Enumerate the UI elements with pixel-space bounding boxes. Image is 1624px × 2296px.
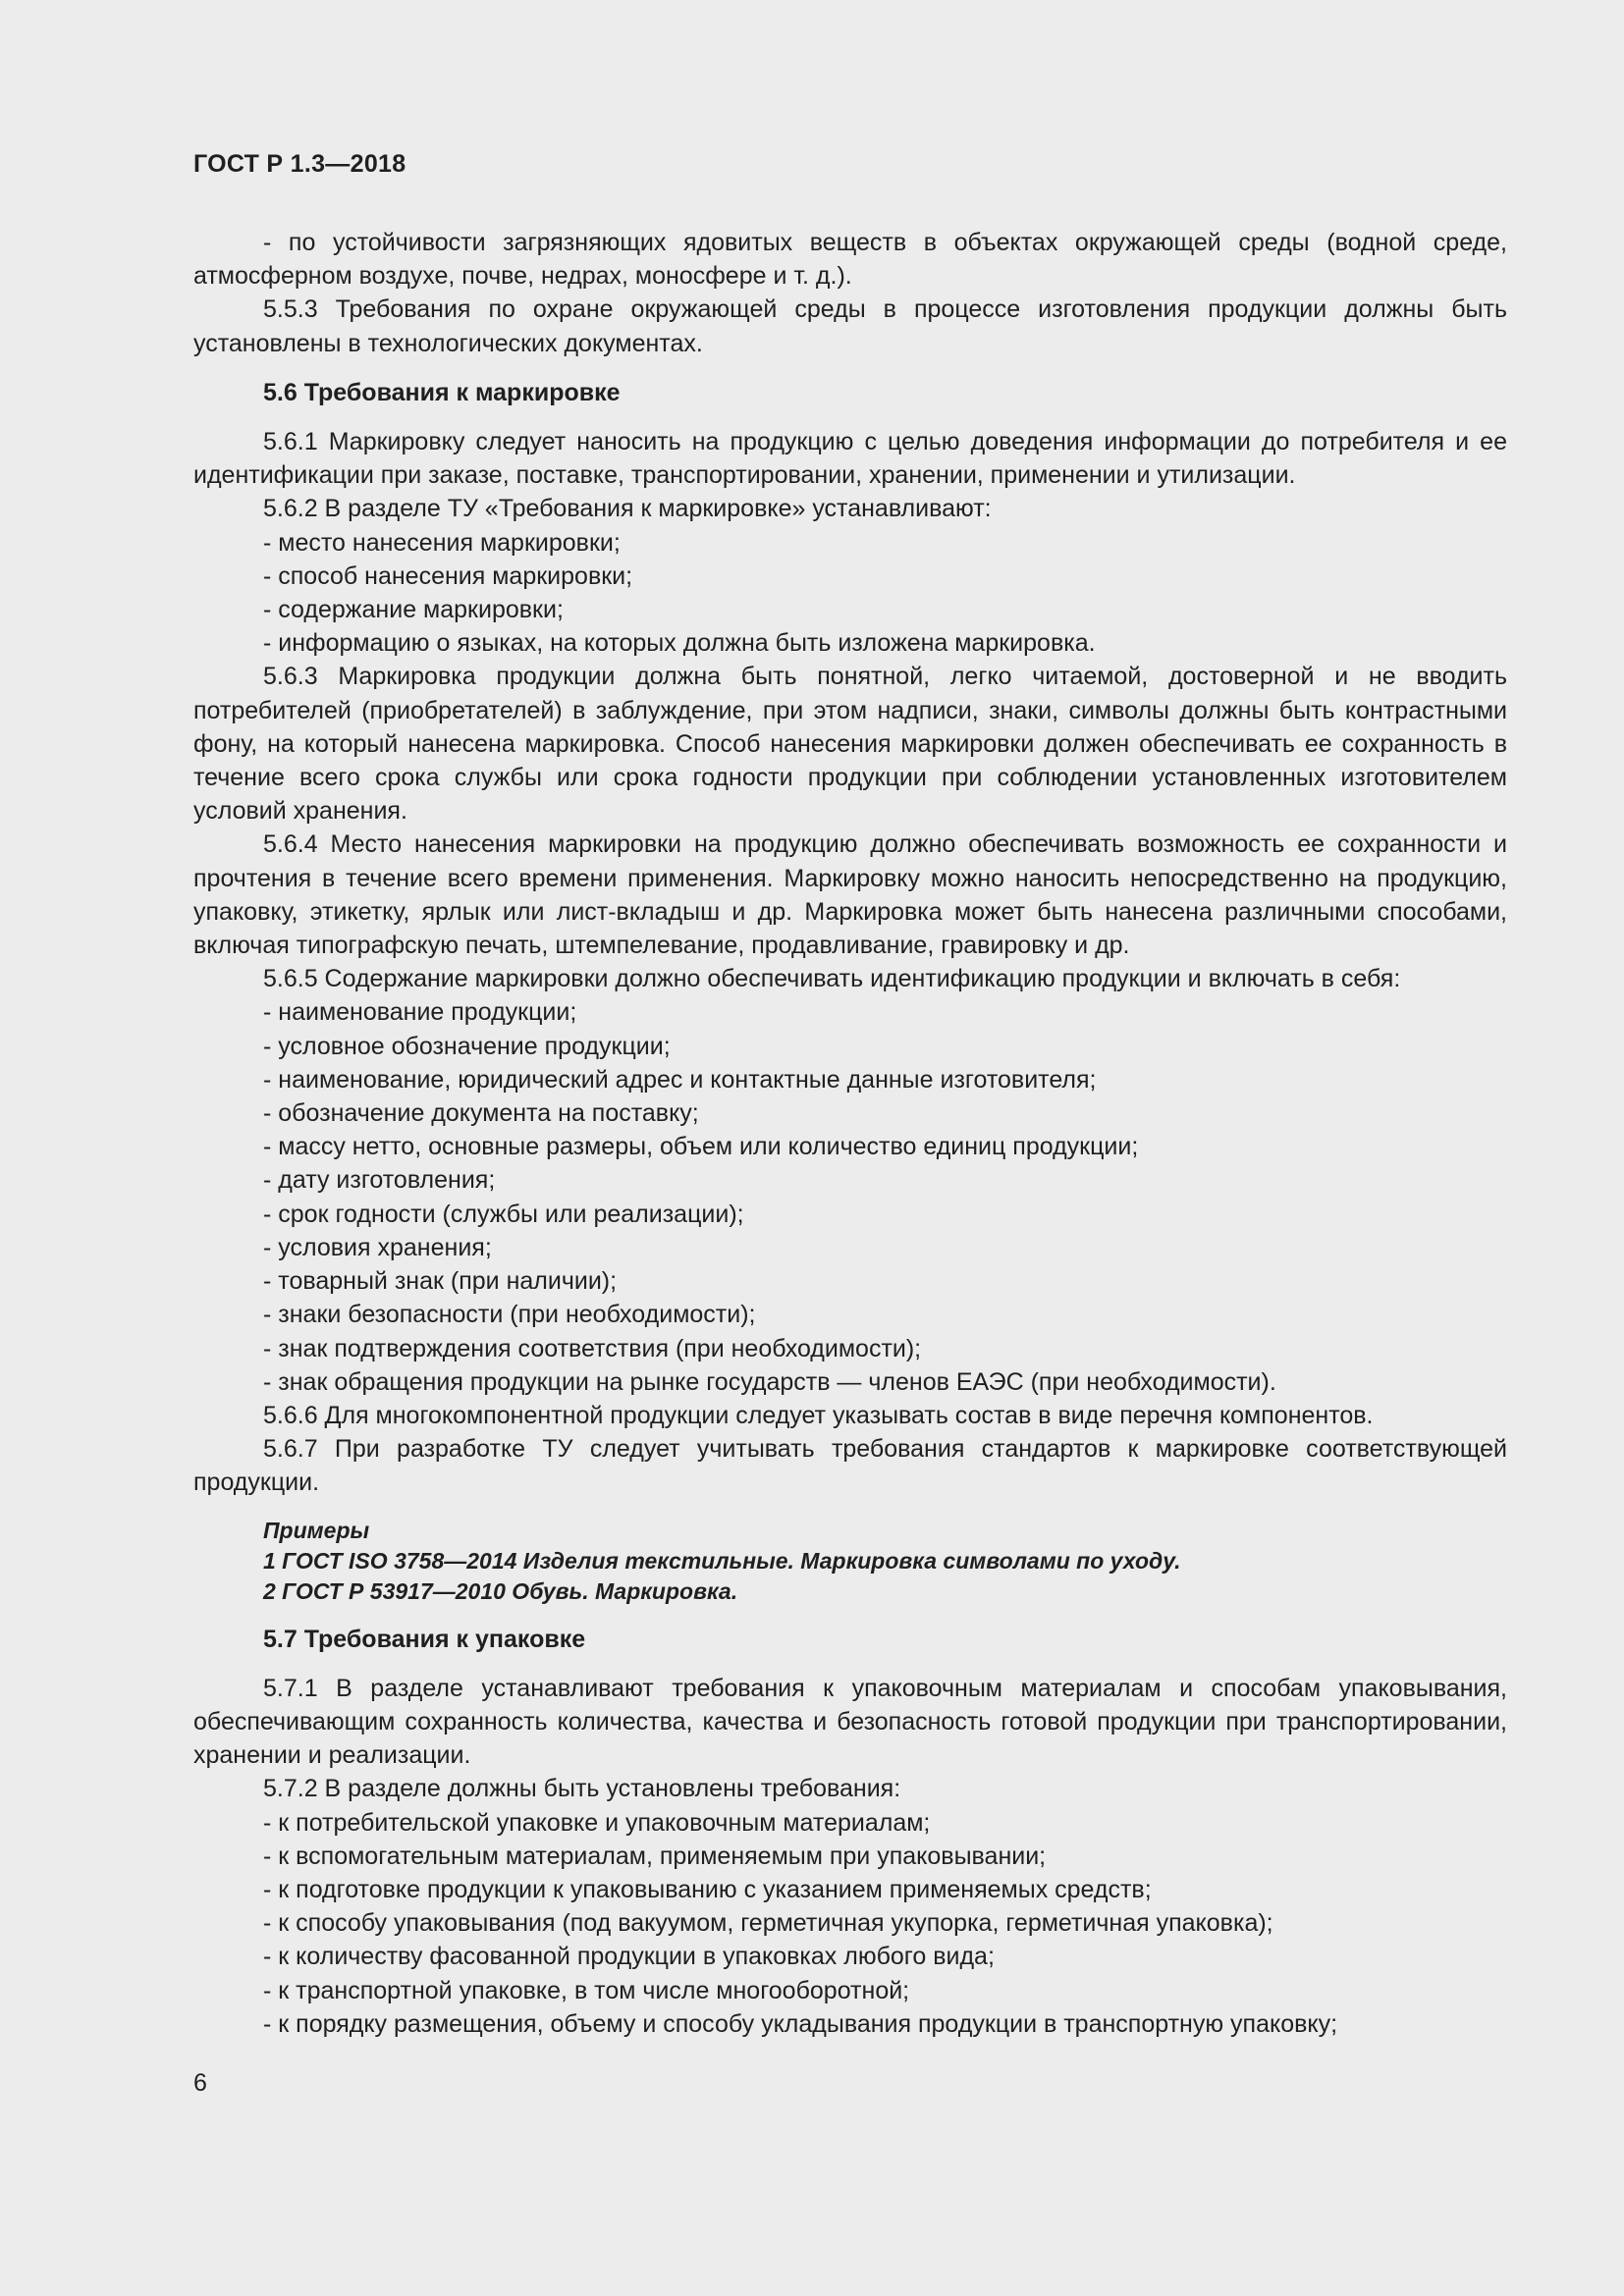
list-item: - способ нанесения маркировки; [263,561,633,590]
list-item: - знак обращения продукции на рынке государств — членов ЕАЭС (при необходимости). [263,1367,1276,1396]
paragraph: 5.6.4 Место нанесения маркировки на продукцию должно обеспечивать возможность ее сохранности и прочтения в течение всего времени применения. Маркировку можно наносить непосредственно на продукцию, упаковку, этикетку, ярлык или лист-вкладыш и др. Маркировка может быть нанесена различными способами, включая типографскую печать, штемпелевание, продавливание, гравировку и др. [193,830,1507,960]
paragraph: 5.7.1 В разделе устанавливают требования к упаковочным материалам и способам упаковывания, обеспечивающим сохранность количества, качества и безопасность готовой продукции при транспортировании, хранении и реализации. [193,1674,1507,1770]
list-item: - дату изготовления; [263,1166,496,1195]
paragraph: 5.5.3 Требования по охране окружающей среды в процессе изготовления продукции должны быть установлены в технологических документах. [193,295,1507,357]
list-item: - товарный знак (при наличии); [263,1267,618,1296]
list-item: - наименование продукции; [263,998,577,1027]
list-item: - наименование, юридический адрес и контактные данные изготовителя; [263,1065,1097,1094]
paragraph: 5.7.2 В разделе должны быть установлены требования: [263,1775,901,1803]
section-heading: 5.7 Требования к упаковке [263,1625,586,1653]
section-heading: 5.6 Требования к маркировке [263,378,621,406]
list-item: - к транспортной упаковке, в том числе многооборотной; [263,1976,910,2004]
example-line: 2 ГОСТ Р 53917—2010 Обувь. Маркировка. [263,1577,738,1604]
list-item: - срок годности (службы или реализации); [263,1200,744,1228]
list-item: - к порядку размещения, объему и способу укладывания продукции в транспортную упаковку; [263,2009,1338,2038]
list-item: - к способу упаковывания (под вакуумом, герметичная укупорка, герметичная упаковка); [263,1909,1273,1938]
paragraph: 5.6.6 Для многокомпонентной продукции следует указывать состав в виде перечня компонентов. [263,1401,1374,1429]
list-item: - информацию о языках, на которых должна быть изложена маркировка. [263,629,1096,658]
list-item: - условия хранения; [263,1233,492,1261]
paragraph: 5.6.5 Содержание маркировки должно обеспечивать идентификацию продукции и включать в себя: [263,965,1401,993]
example-line: Примеры [263,1517,370,1543]
list-item: - массу нетто, основные размеры, объем или количество единиц продукции; [263,1133,1139,1161]
paragraph: 5.6.2 В разделе ТУ «Требования к маркировке» устанавливают: [263,495,992,523]
list-item: - к подготовке продукции к упаковыванию с указанием применяемых средств; [263,1875,1152,1903]
list-item: - знак подтверждения соответствия (при необходимости); [263,1334,922,1362]
list-item: - обозначение документа на поставку; [263,1099,699,1128]
document-body [193,226,1507,2041]
paragraph: - по устойчивости загрязняющих ядовитых веществ в объектах окружающей среды (водной среде, атмосферном воздухе, почве, недрах, моносфере и т. д.). [193,229,1507,291]
paragraph: 5.6.3 Маркировка продукции должна быть понятной, легко читаемой, достоверной и не вводить потребителей (приобретателей) в заблуждение, при этом надписи, знаки, символы должны быть контрастными фону, на который нанесена маркировка. Способ нанесения маркировки должен обеспечивать ее сохранность в течение всего срока службы или срока годности продукции при соблюдении установленных изготовителем условий хранения. [193,663,1507,826]
list-item: - к количеству фасованной продукции в упаковках любого вида; [263,1943,995,1971]
example-line: 1 ГОСТ ISO 3758—2014 Изделия текстильные. Маркировка символами по уходу. [263,1547,1181,1574]
page-number: 6 [193,2069,207,2097]
list-item: - условное обозначение продукции; [263,1032,671,1060]
paragraph: 5.6.1 Маркировку следует наносить на продукцию с целью доведения информации до потребителя и ее идентификации при заказе, поставке, транспортировании, хранении, применении и утилизации. [193,428,1507,490]
list-item: - к потребительской упаковке и упаковочным материалам; [263,1808,931,1837]
list-item: - знаки безопасности (при необходимости); [263,1301,756,1329]
list-item: - к вспомогательным материалам, применяемым при упаковывании; [263,1842,1047,1870]
paragraph: 5.6.7 При разработке ТУ следует учитывать требования стандартов к маркировке соответствующей продукции. [193,1435,1507,1497]
list-item: - содержание маркировки; [263,596,564,624]
list-item: - место нанесения маркировки; [263,528,621,557]
document-code-header: ГОСТ Р 1.3—2018 [193,150,406,178]
